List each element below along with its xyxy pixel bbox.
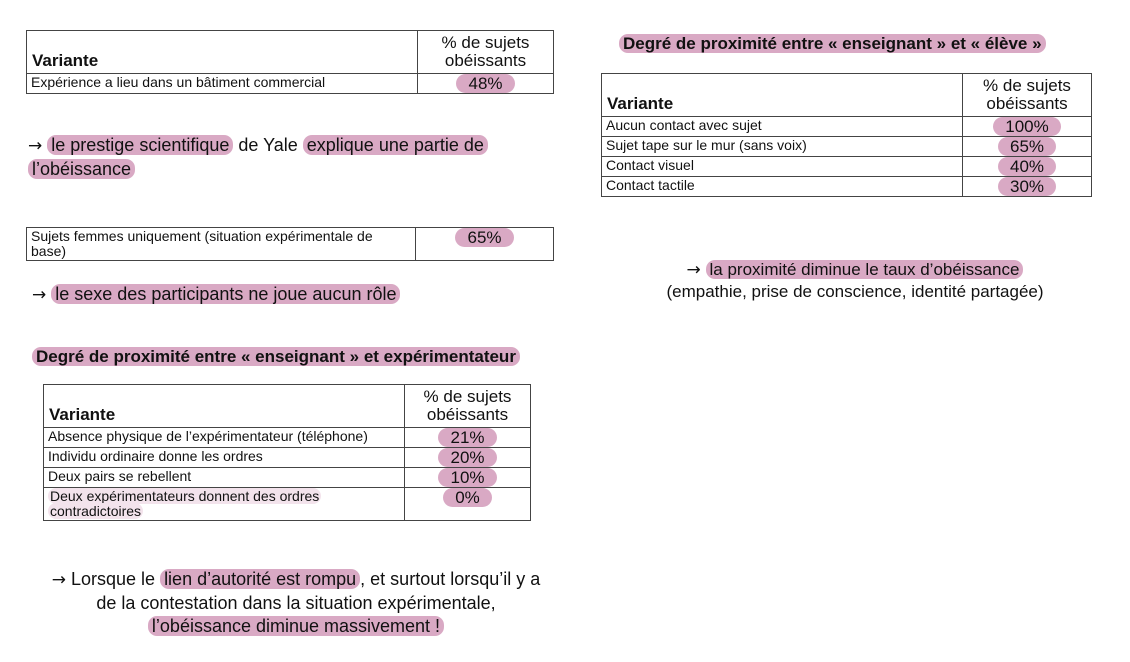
table-experimenter-proximity xyxy=(43,384,531,521)
header-percent: % de sujets obéissants xyxy=(963,74,1092,117)
table-row xyxy=(44,468,531,488)
row-percent xyxy=(405,428,531,448)
section-heading-student: Degré de proximité entre « enseignant » et « élève » xyxy=(619,33,1046,55)
text-empathy: (empathie, prise de conscience, identité partagée) xyxy=(666,282,1044,301)
table-header-row xyxy=(44,385,531,428)
table-women-subjects xyxy=(26,227,554,261)
row-variant: Expérience a lieu dans un bâtiment commercial xyxy=(27,74,418,94)
row-percent xyxy=(963,157,1092,177)
header-variant: Variante xyxy=(602,74,963,117)
header-variant: Variante xyxy=(44,385,405,428)
percent-highlight: 30% xyxy=(998,177,1056,196)
percent-highlight: 10% xyxy=(438,468,496,487)
arrow-icon: → xyxy=(28,136,43,156)
highlight-prestige: le prestige scientifique xyxy=(47,135,233,155)
table-student-proximity xyxy=(601,73,1092,197)
highlight-proximity: la proximité diminue le taux d’obéissance xyxy=(706,260,1024,279)
row-percent xyxy=(963,117,1092,137)
row-variant: Contact tactile xyxy=(602,177,963,197)
row-variant: Contact visuel xyxy=(602,157,963,177)
table-row xyxy=(602,137,1092,157)
table-row xyxy=(27,228,554,261)
row-percent xyxy=(405,468,531,488)
percent-highlight: 21% xyxy=(438,428,496,447)
row-variant: Sujet tape sur le mur (sans voix) xyxy=(602,137,963,157)
percent-highlight: 65% xyxy=(998,137,1056,156)
row-variant: Deux expérimentateurs donnent des ordres contradictoires xyxy=(44,488,405,521)
row-variant: Individu ordinaire donne les ordres xyxy=(44,448,405,468)
row-variant: Absence physique de l’expérimentateur (téléphone) xyxy=(44,428,405,448)
table-row xyxy=(44,488,531,521)
table-row xyxy=(44,428,531,448)
table-commercial-building xyxy=(26,30,554,94)
table-row xyxy=(602,157,1092,177)
highlight-sex: le sexe des participants ne joue aucun rôle xyxy=(51,284,400,304)
arrow-icon: → xyxy=(686,260,701,280)
table-header-row xyxy=(27,31,554,74)
header-variant: Variante xyxy=(27,31,418,74)
percent-highlight: 40% xyxy=(998,157,1056,176)
highlight-obedience-drops: l’obéissance diminue massivement ! xyxy=(148,616,444,636)
row-percent xyxy=(405,488,531,521)
text-when: Lorsque le xyxy=(71,569,161,589)
arrow-icon: → xyxy=(32,285,47,305)
row-percent xyxy=(963,177,1092,197)
text-yale: de Yale xyxy=(233,135,303,155)
conclusion-proximity xyxy=(600,259,1110,303)
table-row xyxy=(602,117,1092,137)
header-percent: % de sujets obéissants xyxy=(405,385,531,428)
highlight-explains: explique une partie de l’obéissance xyxy=(28,135,488,179)
row-percent xyxy=(405,448,531,468)
arrow-icon: → xyxy=(51,570,66,590)
section-heading-experimenter: Degré de proximité entre « enseignant » et expérimentateur xyxy=(32,346,520,368)
conclusion-sex xyxy=(32,283,552,307)
conclusion-authority xyxy=(50,568,542,638)
row-percent xyxy=(963,137,1092,157)
conclusion-prestige xyxy=(28,134,568,181)
percent-highlight: 65% xyxy=(455,228,513,247)
row-variant: Deux pairs se rebellent xyxy=(44,468,405,488)
percent-highlight: 20% xyxy=(438,448,496,467)
row-percent xyxy=(418,74,554,94)
table-row xyxy=(44,448,531,468)
table-row xyxy=(27,74,554,94)
table-row xyxy=(602,177,1092,197)
highlight-authority-broken: lien d’autorité est rompu xyxy=(160,569,360,589)
table-header-row xyxy=(602,74,1092,117)
percent-highlight: 48% xyxy=(456,74,514,93)
text-contestation: , et surtout lorsqu’il y a de la contestation dans la situation expérimentale, xyxy=(96,569,541,613)
row-variant: Sujets femmes uniquement (situation expérimentale de base) xyxy=(27,228,416,261)
header-percent: % de sujets obéissants xyxy=(418,31,554,74)
percent-highlight: 100% xyxy=(993,117,1060,136)
row-percent xyxy=(416,228,554,261)
row-variant: Aucun contact avec sujet xyxy=(602,117,963,137)
percent-highlight: 0% xyxy=(443,488,492,507)
